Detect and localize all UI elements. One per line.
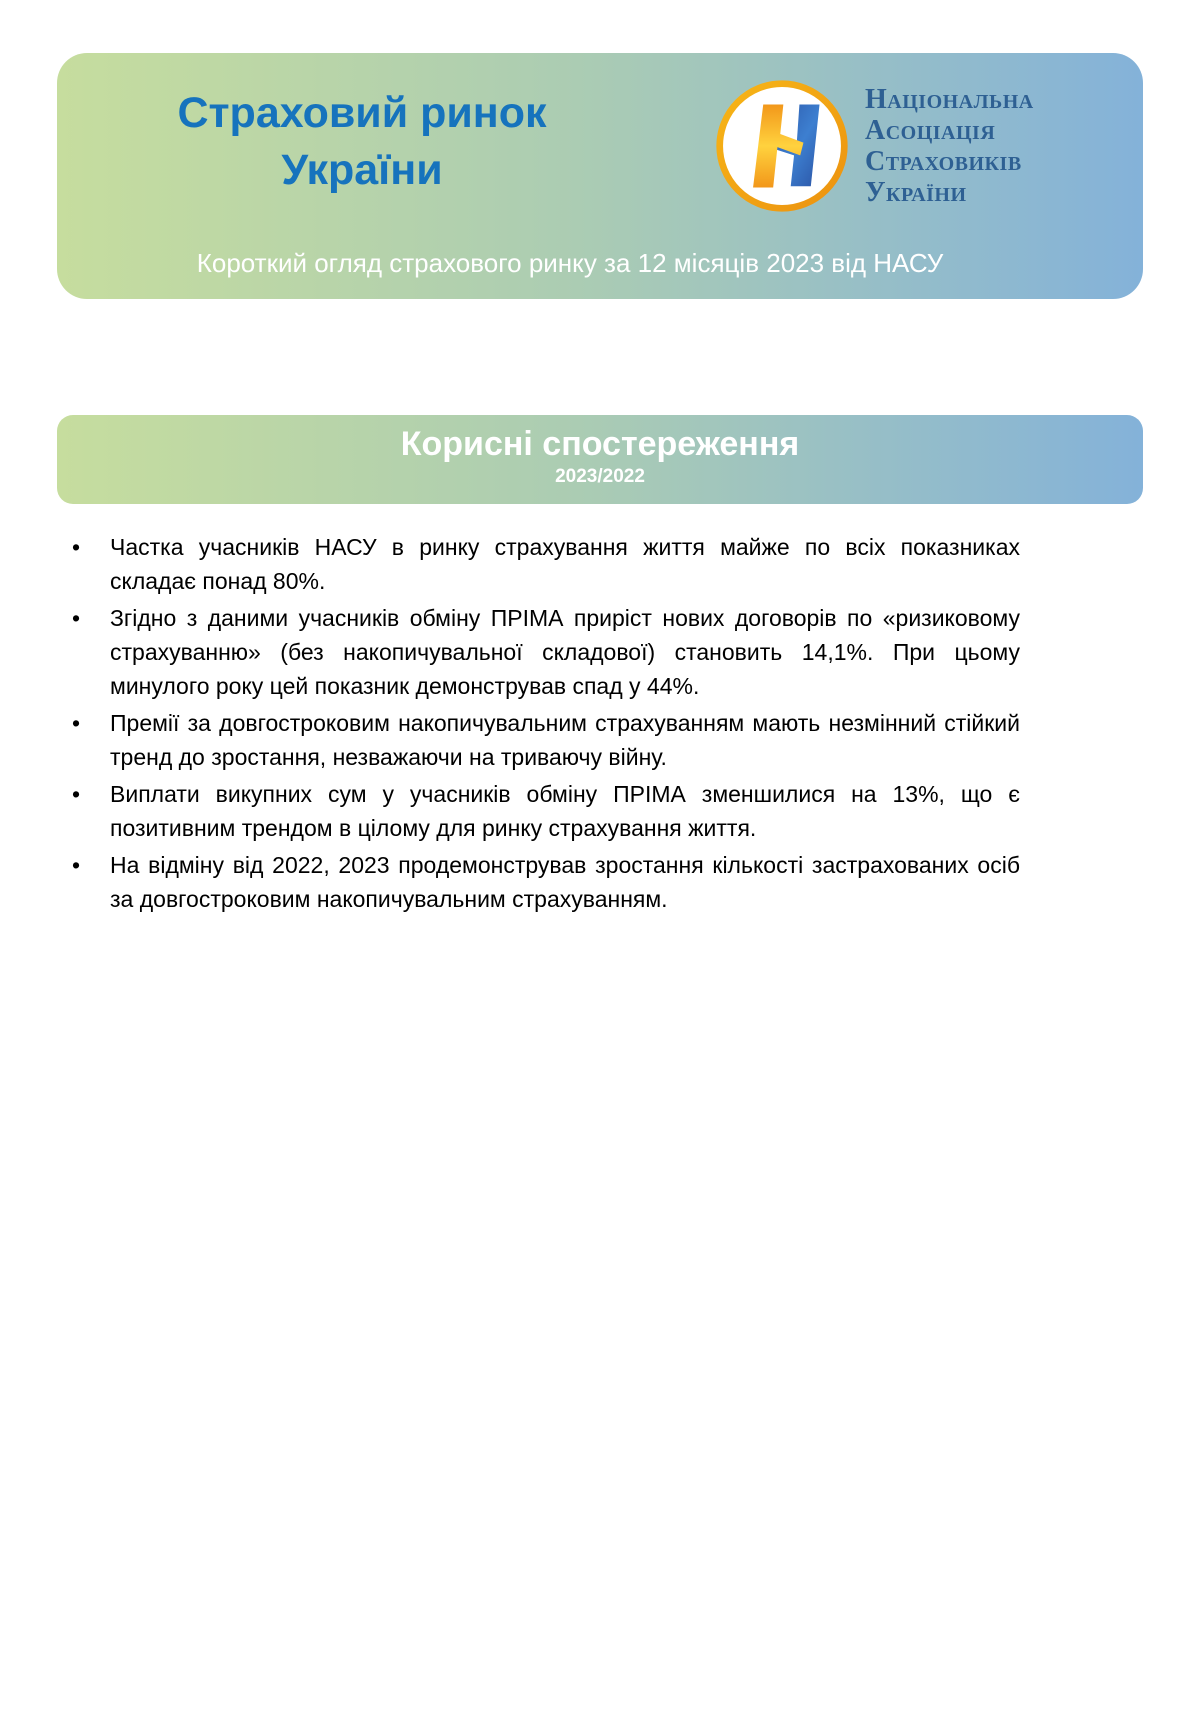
bullet-icon: • [72,710,81,736]
section-period: 2023/2022 [555,466,645,487]
org-name-line1: Національна [865,84,1034,115]
observations [62,530,1020,919]
section-title: Корисні спостереження [400,425,800,463]
header-subtitle: Короткий огляд страхового ринку за 12 місяців 2023 від НАСУ [196,248,944,278]
bullet-icon: • [72,605,81,631]
org-name-line2: Асоціація [865,115,996,146]
nasu-h-monogram-icon [715,79,849,213]
page-title-line2: України [281,146,443,194]
org-name-line4: України [865,177,967,208]
observation-item [62,601,1020,703]
observation-item [62,848,1020,916]
observation-item [62,706,1020,774]
org-name-line3: Страховиків [865,146,1022,177]
observation-text: Згідно з даними учасників обміну ПРІМА приріст нових договорів по «ризиковому страхуванню» (без накопичувальної складової) становить 14,1%. При цьому минулого року цей показник демонстрував спад у 44%. [110,605,1020,699]
bullet-icon: • [72,534,81,560]
nasu-logo-block [715,79,1034,213]
observation-item [62,777,1020,845]
bullet-icon: • [72,852,81,878]
header-banner [57,53,1143,299]
page-title-line1: Страховий ринок [177,89,547,137]
observation-text: Виплати викупних сум у учасників обміну ПРІМА зменшилися на 13%, що є позитивним трендом в цілому для ринку страхування життя. [110,781,1020,841]
org-name [865,84,1034,208]
observation-item [62,530,1020,598]
observation-text: Премії за довгостроковим накопичувальним страхуванням мають незмінний стійкий тренд до зростання, незважаючи на триваючу війну. [110,710,1020,770]
bullet-icon: • [72,781,81,807]
observations-list [62,530,1020,916]
section-banner [57,415,1143,504]
observation-text: Частка учасників НАСУ в ринку страхування життя майже по всіх показниках складає понад 80%. [110,534,1020,594]
observation-text: На відміну від 2022, 2023 продемонстрував зростання кількості застрахованих осіб за довгостроковим накопичувальним страхуванням. [110,852,1020,912]
page-title [127,85,597,199]
